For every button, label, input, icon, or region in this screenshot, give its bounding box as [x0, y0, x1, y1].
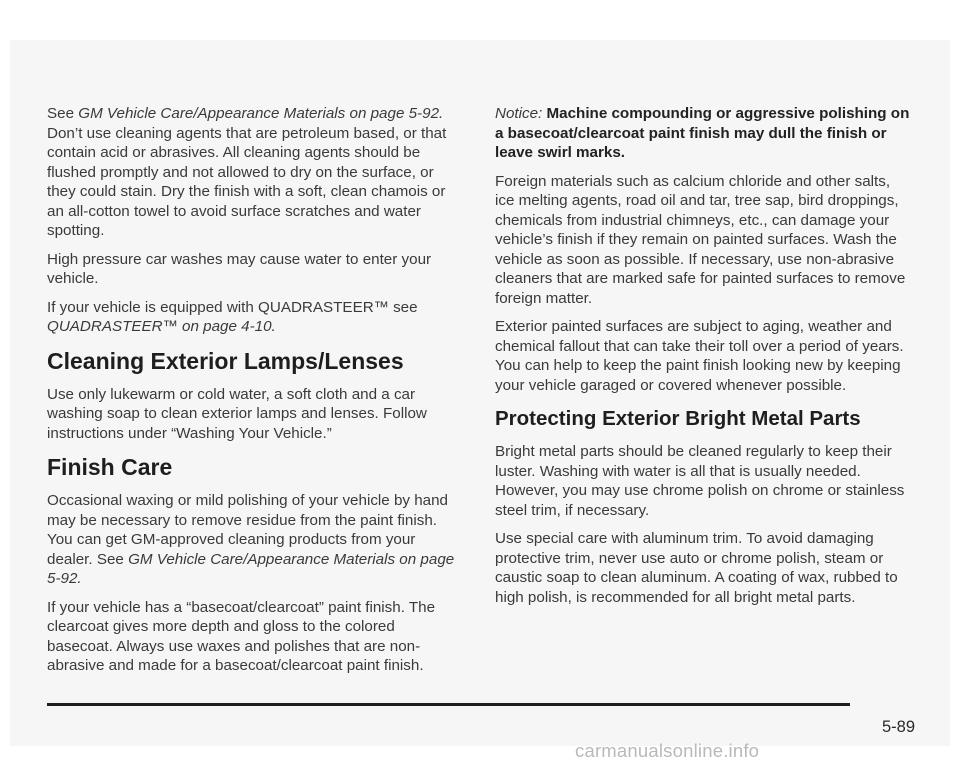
finish-care-heading: Finish Care	[47, 454, 173, 480]
foreign-materials-paragraph: Foreign materials such as calcium chloride and other salts, ice melting agents, road oil and tar, tree sap, bird droppings, chemicals from industrial chimneys, etc., can damage your vehicle’s finish if they remain on painted surfaces. Wash the vehicle as soon as possible. If necessary, use non-abrasive cleaners that are marked safe for painted surfaces to remove foreign matter.	[495, 172, 906, 307]
quadrasteer-reference-link: QUADRASTEER™ on page 4-10.	[47, 318, 276, 335]
finish-care-paragraph	[47, 491, 462, 589]
notice-paragraph	[495, 104, 910, 163]
basecoat-paragraph: If your vehicle has a “basecoat/clearcoat” paint finish. The clearcoat gives more depth and gloss to the colored basecoat. Always use waxes and polishes that are non-abrasive and made for a basecoat/clearcoat paint finish.	[47, 598, 436, 674]
finish-care-text: Occasional waxing or mild polishing of your vehicle by hand may be necessary to remove residue from the paint finish. You can get GM-approved cleaning products from your dealer. See	[47, 492, 448, 568]
bright-metal-heading: Protecting Exterior Bright Metal Parts	[495, 407, 861, 430]
site-watermark: carmanualsonline.info	[575, 740, 760, 761]
page-number: 5-89	[882, 718, 916, 736]
footer-rule	[47, 703, 850, 706]
materials-reference-link: GM Vehicle Care/Appearance Materials on page 5-92.	[78, 105, 444, 122]
intro-text-end: Don’t use cleaning agents that are petroleum based, or that contain acid or abrasives. All cleaning agents should be flushed promptly and not allowed to dry on the surface, or they could stain. Dry the finish with a soft, clean chamois or an all-cotton towel to avoid surface scratches and water spotting.	[47, 124, 447, 239]
quadrasteer-text: If your vehicle is equipped with QUADRASTEER™ see	[47, 298, 418, 316]
left-column	[47, 104, 462, 685]
notice-label: Notice:	[495, 105, 543, 122]
lamps-heading: Cleaning Exterior Lamps/Lenses	[47, 347, 404, 374]
bright-metal-paragraph-1: Bright metal parts should be cleaned regularly to keep their luster. Washing with water is all that is usually needed. However, you may use chrome polish on chrome or stainless steel trim, if necessary.	[495, 443, 905, 519]
lamps-paragraph: Use only lukewarm or cold water, a soft cloth and a car washing soap to clean exterior lamps and lenses. Follow instructions under “Washing Your Vehicle.”	[47, 385, 427, 442]
pressure-wash-paragraph: High pressure car washes may cause water to enter your vehicle.	[47, 250, 432, 287]
aging-paragraph: Exterior painted surfaces are subject to aging, weather and chemical fallout that can take their toll over a period of years. You can help to keep the paint finish looking new by keeping your vehicle garaged or covered whenever possible.	[495, 318, 904, 394]
notice-text: Machine compounding or aggressive polishing on a basecoat/clearcoat paint finish may dull the finish or leave swirl marks.	[495, 105, 910, 161]
right-column	[495, 104, 910, 616]
manual-page	[10, 40, 950, 746]
intro-text-start: See	[47, 105, 79, 122]
finish-materials-reference-link: GM Vehicle Care/Appearance Materials on page 5-92.	[47, 550, 455, 587]
intro-paragraph	[47, 104, 462, 241]
quadrasteer-paragraph	[47, 298, 462, 337]
bright-metal-paragraph-2: Use special care with aluminum trim. To avoid damaging protective trim, never use auto or chrome polish, steam or caustic soap to clean aluminum. A coating of wax, rubbed to high polish, is recommended for all bright metal parts.	[495, 530, 898, 606]
